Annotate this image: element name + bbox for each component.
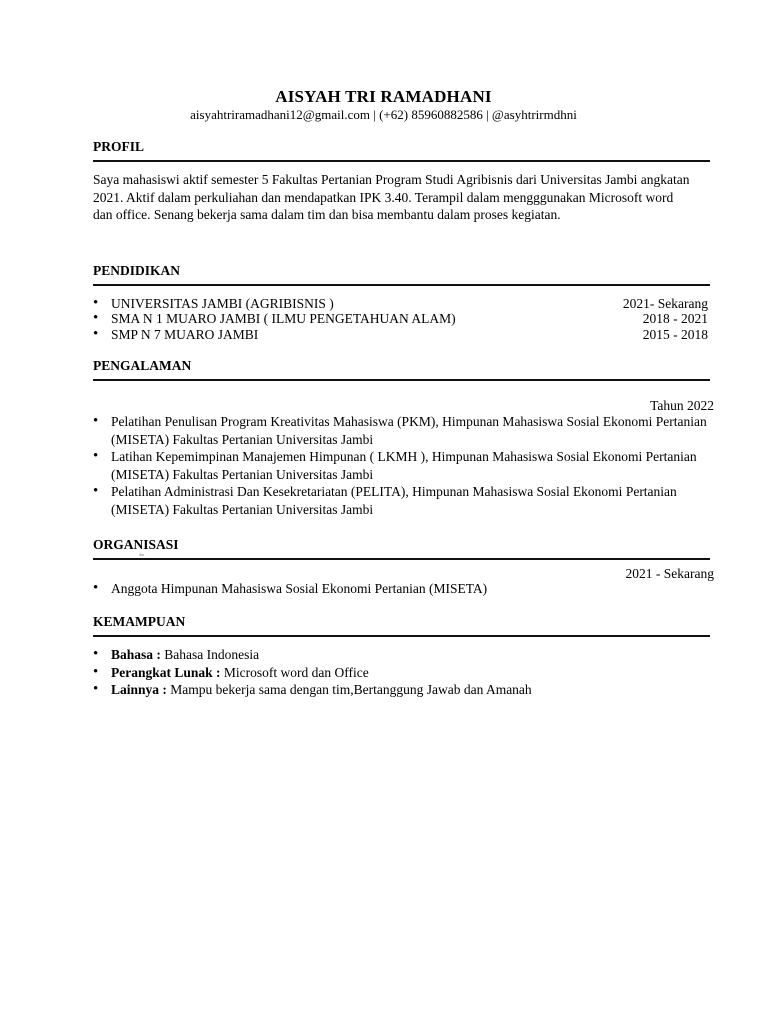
education-item (93, 296, 710, 311)
section-heading-kemampuan: KEMAMPUAN (93, 614, 186, 629)
section-heading-pengalaman: PENGALAMAN (93, 358, 192, 373)
education-years: 2015 - 2018 (642, 326, 708, 342)
tiny-mark: dse (139, 552, 145, 557)
section-heading-organisasi: ORGANISASI (93, 537, 179, 552)
education-item (93, 327, 710, 342)
education-years: 2021- Sekarang (622, 296, 708, 311)
section-rule-kemampuan (93, 635, 710, 637)
skill-item (93, 681, 710, 699)
experience-year: Tahun 2022 (650, 398, 714, 413)
skill-item (93, 646, 710, 664)
experience-item: • Pelatihan Administrasi Dan Kesekretariatan (PELITA), Himpunan Mahasiswa Sosial Ekonomi Pertanian (MISETA) Fakultas Pertanian Universitas Jambi (93, 483, 710, 518)
experience-item: • Latihan Kepemimpinan Manajemen Himpunan ( LKMH ), Himpunan Mahasiswa Sosial Ekonomi Pertanian (MISETA) Fakultas Pertanian Universitas Jambi (93, 448, 710, 483)
skill-label: Perangkat Lunak : (111, 664, 221, 680)
section-rule-pengalaman (93, 379, 710, 381)
section-heading-profil: PROFIL (93, 139, 145, 154)
education-list (93, 296, 710, 342)
experience-list (93, 413, 710, 518)
contact-line: aisyahtriramadhani12@gmail.com | (+62) 85960882586 | @asyhtrirmdhni (190, 107, 577, 122)
education-school: • UNIVERSITAS JAMBI (AGRIBISNIS ) (111, 296, 334, 311)
section-rule-organisasi (93, 558, 710, 560)
skill-value: Microsoft word dan Office (220, 664, 369, 680)
education-school: • SMA N 1 MUARO JAMBI ( ILMU PENGETAHUAN ALAM) (111, 311, 456, 327)
skill-value: Mampu bekerja sama dengan tim,Bertanggung Jawab dan Amanah (166, 682, 532, 697)
section-heading-pendidikan: PENDIDIKAN (93, 263, 181, 278)
skill-item (93, 664, 710, 682)
organization-item: • Anggota Himpunan Mahasiswa Sosial Ekonomi Pertanian (MISETA) (93, 580, 710, 598)
skill-value: Bahasa Indonesia (160, 647, 260, 662)
resume-name: AISYAH TRI RAMADHANI (275, 87, 492, 106)
experience-item: • Pelatihan Penulisan Program Kreativitas Mahasiswa (PKM), Himpunan Mahasiswa Sosial Ekonomi Pertanian (MISETA) Fakultas Pertanian Universitas Jambi (93, 413, 710, 448)
skills-list (93, 646, 710, 699)
organization-year: 2021 - Sekarang (625, 566, 714, 581)
skill-label: Lainnya : (111, 682, 167, 697)
education-item (93, 311, 710, 326)
section-rule-pendidikan (93, 284, 710, 286)
skill-label: Bahasa : (111, 647, 161, 662)
section-rule-profil (93, 160, 710, 162)
profil-text: Saya mahasiswi aktif semester 5 Fakultas Pertanian Program Studi Agribisnis dari Universitas Jambi angkatan 2021. Aktif dalam perkuliahan dan mendapatkan IPK 3.40. Terampil dalam mengggunakan Microsoft word dan office. Senang bekerja sama dalam tim dan bisa membantu dalam proses kegiatan. (93, 172, 690, 222)
education-school: • SMP N 7 MUARO JAMBI (111, 326, 259, 342)
organization-list (93, 580, 710, 598)
education-years: 2018 - 2021 (642, 311, 708, 327)
